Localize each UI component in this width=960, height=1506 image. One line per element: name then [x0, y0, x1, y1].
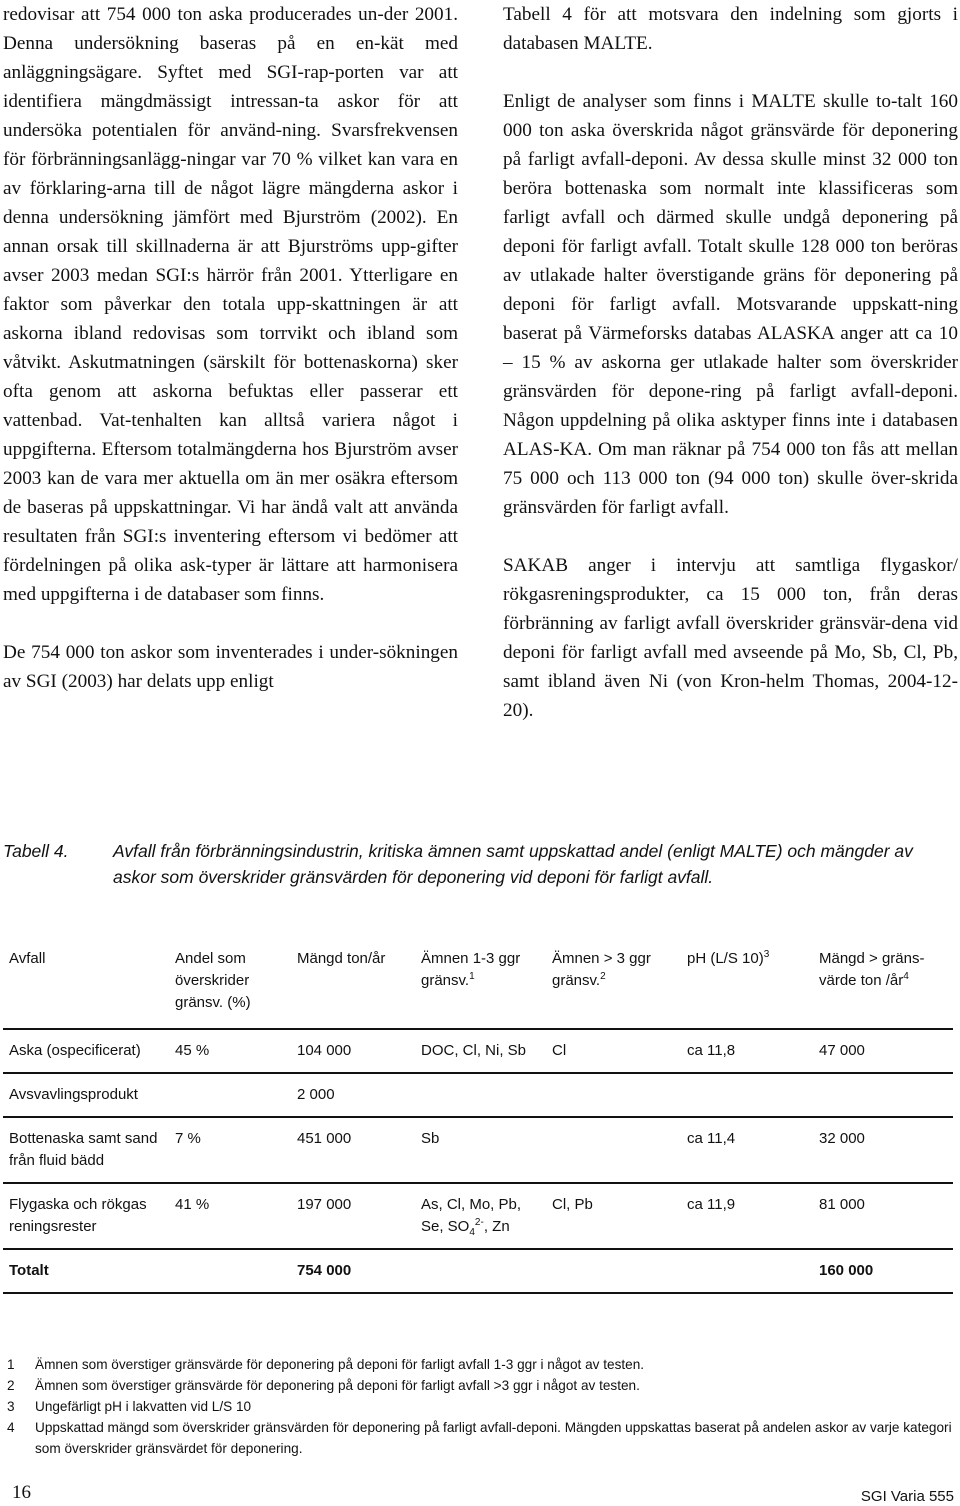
header-mangd-over-grans: Mängd > gräns-värde ton $/år^4$ — [813, 934, 953, 1029]
table-row — [3, 1117, 953, 1183]
total-mangd: 754 000 — [291, 1249, 415, 1293]
cell-amnen-over-3 — [546, 1117, 681, 1183]
cell-andel: 41 % — [169, 1183, 291, 1249]
caption-text: Avfall från förbränningsindustrin, kritiska ämnen samt uppskattad andel (enligt MALTE) och mängder av askor som överskrider gränsvärden för deponering vid deponi för farligt avfall. — [113, 841, 913, 887]
cell-avfall: Aska (ospecificerat) — [3, 1029, 169, 1073]
table-caption — [3, 838, 943, 890]
cell-amnen-over-3: Cl — [546, 1029, 681, 1073]
cell-mangd-over-grans: 32 000 — [813, 1117, 953, 1183]
cell-andel: 7 % — [169, 1117, 291, 1183]
caption-label: Tabell 4. — [3, 841, 69, 861]
cell-amnen-over-3 — [546, 1073, 681, 1117]
header-amnen-over-3: Ämnen > 3 ggr gränsv.$^2$ — [546, 934, 681, 1029]
paragraph: De 754 000 ton askor som inventerades i under-sökningen av SGI (2003) har delats upp enligt — [3, 642, 458, 692]
table-row — [3, 1073, 953, 1117]
data-table — [3, 934, 953, 1294]
table-row — [3, 1029, 953, 1073]
table-row — [3, 1183, 953, 1249]
total-label: Totalt — [3, 1249, 169, 1293]
cell-mangd-over-grans: 81 000 — [813, 1183, 953, 1249]
left-text-column — [3, 0, 458, 696]
footnote: 3 Ungefärligt pH i lakvatten vid L/S 10 — [7, 1399, 252, 1414]
cell-ph — [681, 1073, 813, 1117]
cell-mangd-over-grans — [813, 1073, 953, 1117]
cell-amnen-1-3 — [415, 1073, 546, 1117]
paragraph: SAKAB anger i intervju att samtliga flygaskor/ rökgasreningsprodukter, ca 15 000 ton, från deras förbränning av farligt avfall överskrider gränsvär-dena vid deponi för farligt avfall med avseende på Mo, Sb, Cl, Pb, samt ibland även Ni (von Kron-helm Thomas, 2004-12-20). — [503, 555, 958, 721]
cell-mangd-over-grans: 47 000 — [813, 1029, 953, 1073]
header-mangd: Mängd ton/år — [291, 934, 415, 1029]
right-text-column — [503, 0, 958, 725]
cell-amnen-over-3: Cl, Pb — [546, 1183, 681, 1249]
paragraph: redovisar att 754 000 ton aska producerades un-der 2001. Denna undersökning baseras på en en-kät med anläggningsägare. Syftet med SGI-rap-porten var att identifiera mängdmässigt intressan-ta askor för att undersöka potentialen för använd-ning. Svarsfrekvensen för förbränningsanlägg-ningar var 70 % vilket kan vara en av förklaring-arna till de något lägre mängderna askor i denna undersökning jämfört med Bjurström (2002). En annan orsak till skillnaderna är att Bjurströms upp-gifter avser 2003 medan SGI:s härrör från 2001. Ytterligare en faktor som påverkar den totala upp-skattningen är att askorna ibland redovisas som torrvikt och ibland som våtvikt. Askutmatningen (särskilt för bottenaskorna) sker ofta genom att askorna befuktas eller passerar ett vattenbad. Vat-tenhalten kan alltså variera något i uppgifterna. Eftersom totalmängderna hos Bjurström avser 2003 kan de vara mer aktuella om än mer osäkra eftersom de baseras på uppskattningar. Vi har ändå valt att använda resultaten från SGI:s inventering eftersom vi bedömer att fördelningen på olika ask-typer är lättare att harmonisera med uppgifterna i de databaser som finns. — [3, 4, 458, 605]
header-amnen-1-3: Ämnen 1-3 ggr gränsv.$^1$ — [415, 934, 546, 1029]
cell-avfall: Flygaska och rökgas reningsrester — [3, 1183, 169, 1249]
footnote: 4 Uppskattad mängd som överskrider gränsvärden för deponering på farligt avfall-deponi. Mängden uppskattas baserat på andelen askor av varje kategori som överskrider gränsvärdet för deponering. — [7, 1420, 952, 1456]
cell-avfall: Avsvavlingsprodukt — [3, 1073, 169, 1117]
footnotes — [3, 1354, 958, 1459]
series-label: SGI Varia 555 — [860, 1488, 954, 1505]
header-ph: pH (L/S 10)$^3$ — [681, 934, 813, 1029]
cell-andel: 45 % — [169, 1029, 291, 1073]
footnote: 2 Ämnen som överstiger gränsvärde för deponering på deponi för farligt avfall >3 ggr i något av testen. — [7, 1378, 640, 1393]
cell-mangd: 451 000 — [291, 1117, 415, 1183]
table-total-row — [3, 1249, 953, 1293]
total-mangd-over-grans: 160 000 — [813, 1249, 953, 1293]
cell-amnen-1-3: Sb — [415, 1117, 546, 1183]
header-avfall: Avfall — [3, 934, 169, 1029]
cell-andel — [169, 1073, 291, 1117]
cell-ph: ca 11,8 — [681, 1029, 813, 1073]
footnote: 1 Ämnen som överstiger gränsvärde för deponering på deponi för farligt avfall 1-3 ggr i något av testen. — [7, 1357, 645, 1372]
cell-mangd: 104 000 — [291, 1029, 415, 1073]
page-number: 16 — [12, 1482, 31, 1503]
cell-ph: ca 11,9 — [681, 1183, 813, 1249]
paragraph: Tabell 4 för att motsvara den indelning som gjorts i databasen MALTE. — [503, 4, 958, 54]
cell-mangd: 2 000 — [291, 1073, 415, 1117]
cell-avfall: Bottenaska samt sand från fluid bädd — [3, 1117, 169, 1183]
table-header-row — [3, 934, 953, 1029]
cell-amnen-1-3: As, Cl, Mo, Pb, Se, $SO_4^{2-}$, Zn — [415, 1183, 546, 1249]
paragraph: Enligt de analyser som finns i MALTE skulle to-talt 160 000 ton aska överskrida något gränsvärde för deponering på farligt avfall-deponi. Av dessa skulle minst 32 000 ton beröra bottenaska som normalt inte klassificeras som farligt avfall och därmed skulle undgå deponering på deponi för farligt avfall. Totalt skulle 128 000 ton beröras av utlakade halter överstigande gräns för deponering på deponi för farligt avfall. Motsvarande uppskatt-ning baserat på Värmeforsks databas ALASKA anger att ca 10 – 15 % av askorna ger utlakade halter som överskrider gränsvärden för depone-ring på farligt avfall-deponi. Någon uppdelning på olika asktyper finns inte i databasen ALAS-KA. Om man räknar på 754 000 ton fås att mellan 75 000 och 113 000 ton (94 000 ton) skulle över-skrida gränsvärden för farligt avfall. — [503, 91, 958, 518]
header-andel: Andel som överskrider gränsv. (%) — [169, 934, 291, 1029]
cell-ph: ca 11,4 — [681, 1117, 813, 1183]
cell-mangd: 197 000 — [291, 1183, 415, 1249]
cell-amnen-1-3: DOC, Cl, Ni, Sb — [415, 1029, 546, 1073]
